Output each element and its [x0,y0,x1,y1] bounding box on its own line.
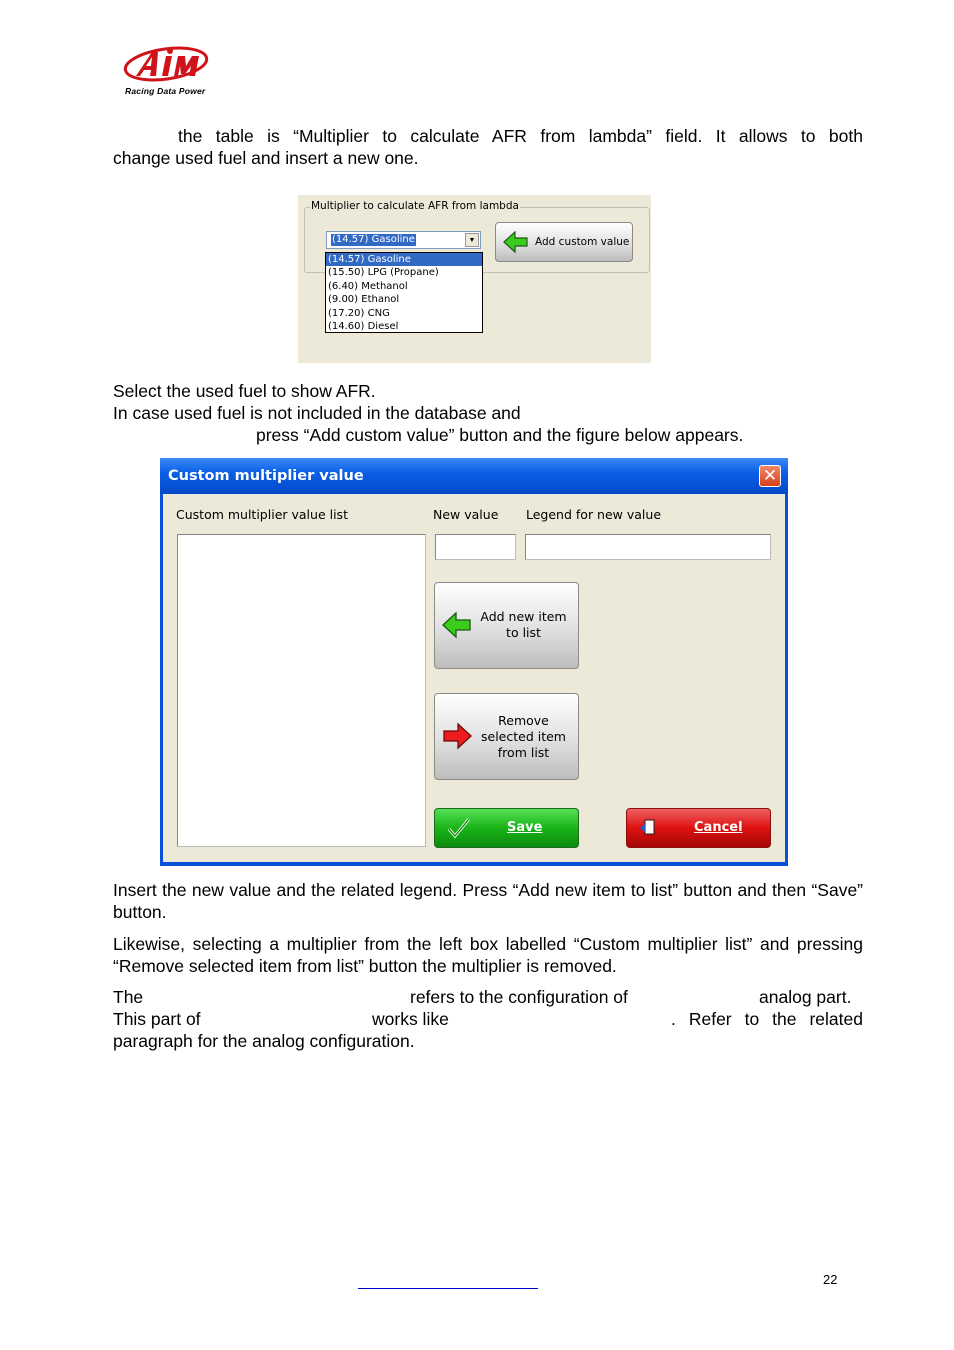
chevron-down-icon[interactable]: ▼ [465,233,479,247]
fuel-option[interactable]: (14.57) Gasoline [326,253,482,266]
save-label: Save [507,820,543,835]
dialog-titlebar [160,458,788,494]
dialog-title: Custom multiplier value [168,468,364,484]
paragraph-5-fragment: analog part. [759,987,852,1007]
paragraph-5-fragment: This part of [113,1009,201,1029]
paragraph-5-fragment: . Refer to the related [671,1009,863,1029]
fuel-option[interactable]: (6.40) Methanol [328,280,408,292]
remove-selected-item-button[interactable] [434,693,579,780]
new-value-input[interactable] [435,534,516,560]
add-new-item-button[interactable] [434,582,579,669]
legend-label: Legend for new value [526,507,662,522]
paragraph-5-word-the: The [113,987,144,1007]
checkmark-icon [447,817,471,839]
save-button[interactable] [434,808,579,848]
fuel-option[interactable]: (14.60) Diesel [328,321,399,333]
add-custom-value-label: Add custom value [535,236,630,248]
paragraph-2-line-1: Select the used fuel to show AFR. [113,381,376,401]
arrow-left-icon [442,611,472,639]
custom-list-label: Custom multiplier value list [176,507,348,522]
exit-door-icon [639,819,657,837]
custom-multiplier-list[interactable] [177,534,426,847]
custom-multiplier-dialog [160,458,788,866]
arrow-right-icon [442,722,472,750]
add-new-item-label: Add new item to list [480,609,567,640]
aim-logo-mark [122,44,212,84]
multiplier-group-title: Multiplier to calculate AFR from lambda [311,200,519,212]
cancel-label: Cancel [694,820,743,835]
fuel-option[interactable]: (15.50) LPG (Propane) [328,267,439,279]
paragraph-5-fragment: works like [372,1009,449,1029]
fuel-combo-box[interactable] [326,231,481,249]
paragraph-3: Insert the new value and the related legend. Press “Add new item to list” button and then “Save” button. [113,880,863,922]
add-custom-value-button[interactable] [495,222,633,262]
fuel-option[interactable]: (9.00) Ethanol [328,294,400,306]
fuel-multiplier-panel [298,195,651,363]
page-number: 22 [823,1272,838,1287]
fuel-combo-selected: (14.57) Gasoline [332,234,415,245]
new-value-label: New value [433,507,499,522]
cancel-button[interactable] [626,808,771,848]
legend-input[interactable] [525,534,771,560]
logo-tagline: Racing Data Power [125,86,206,96]
close-icon[interactable]: ✕ [759,465,781,487]
fuel-option[interactable]: (17.20) CNG [328,307,390,319]
paragraph-2-line-2: In case used fuel is not included in the database and [113,403,521,423]
paragraph-1-line-2: change used fuel and insert a new one. [113,148,419,168]
paragraph-2-line-3: press “Add custom value” button and the figure below appears. [256,425,744,445]
dialog-client-area [163,494,785,862]
paragraph-1-line-1: the table is “Multiplier to calculate AFR from lambda” field. It allows to both [178,126,863,146]
footer-link-underline[interactable] [358,1288,538,1289]
remove-selected-item-label: Remove selected item from list [481,713,566,760]
paragraph-5-fragment: refers to the configuration of [410,987,628,1007]
arrow-left-icon [503,230,529,254]
paragraph-4: Likewise, selecting a multiplier from the left box labelled “Custom multiplier list” and pressing “Remove selected item from list” button the multiplier is removed. [113,934,863,976]
fuel-dropdown-list[interactable] [325,252,483,333]
paragraph-5-fragment: paragraph for the analog configuration. [113,1031,415,1051]
